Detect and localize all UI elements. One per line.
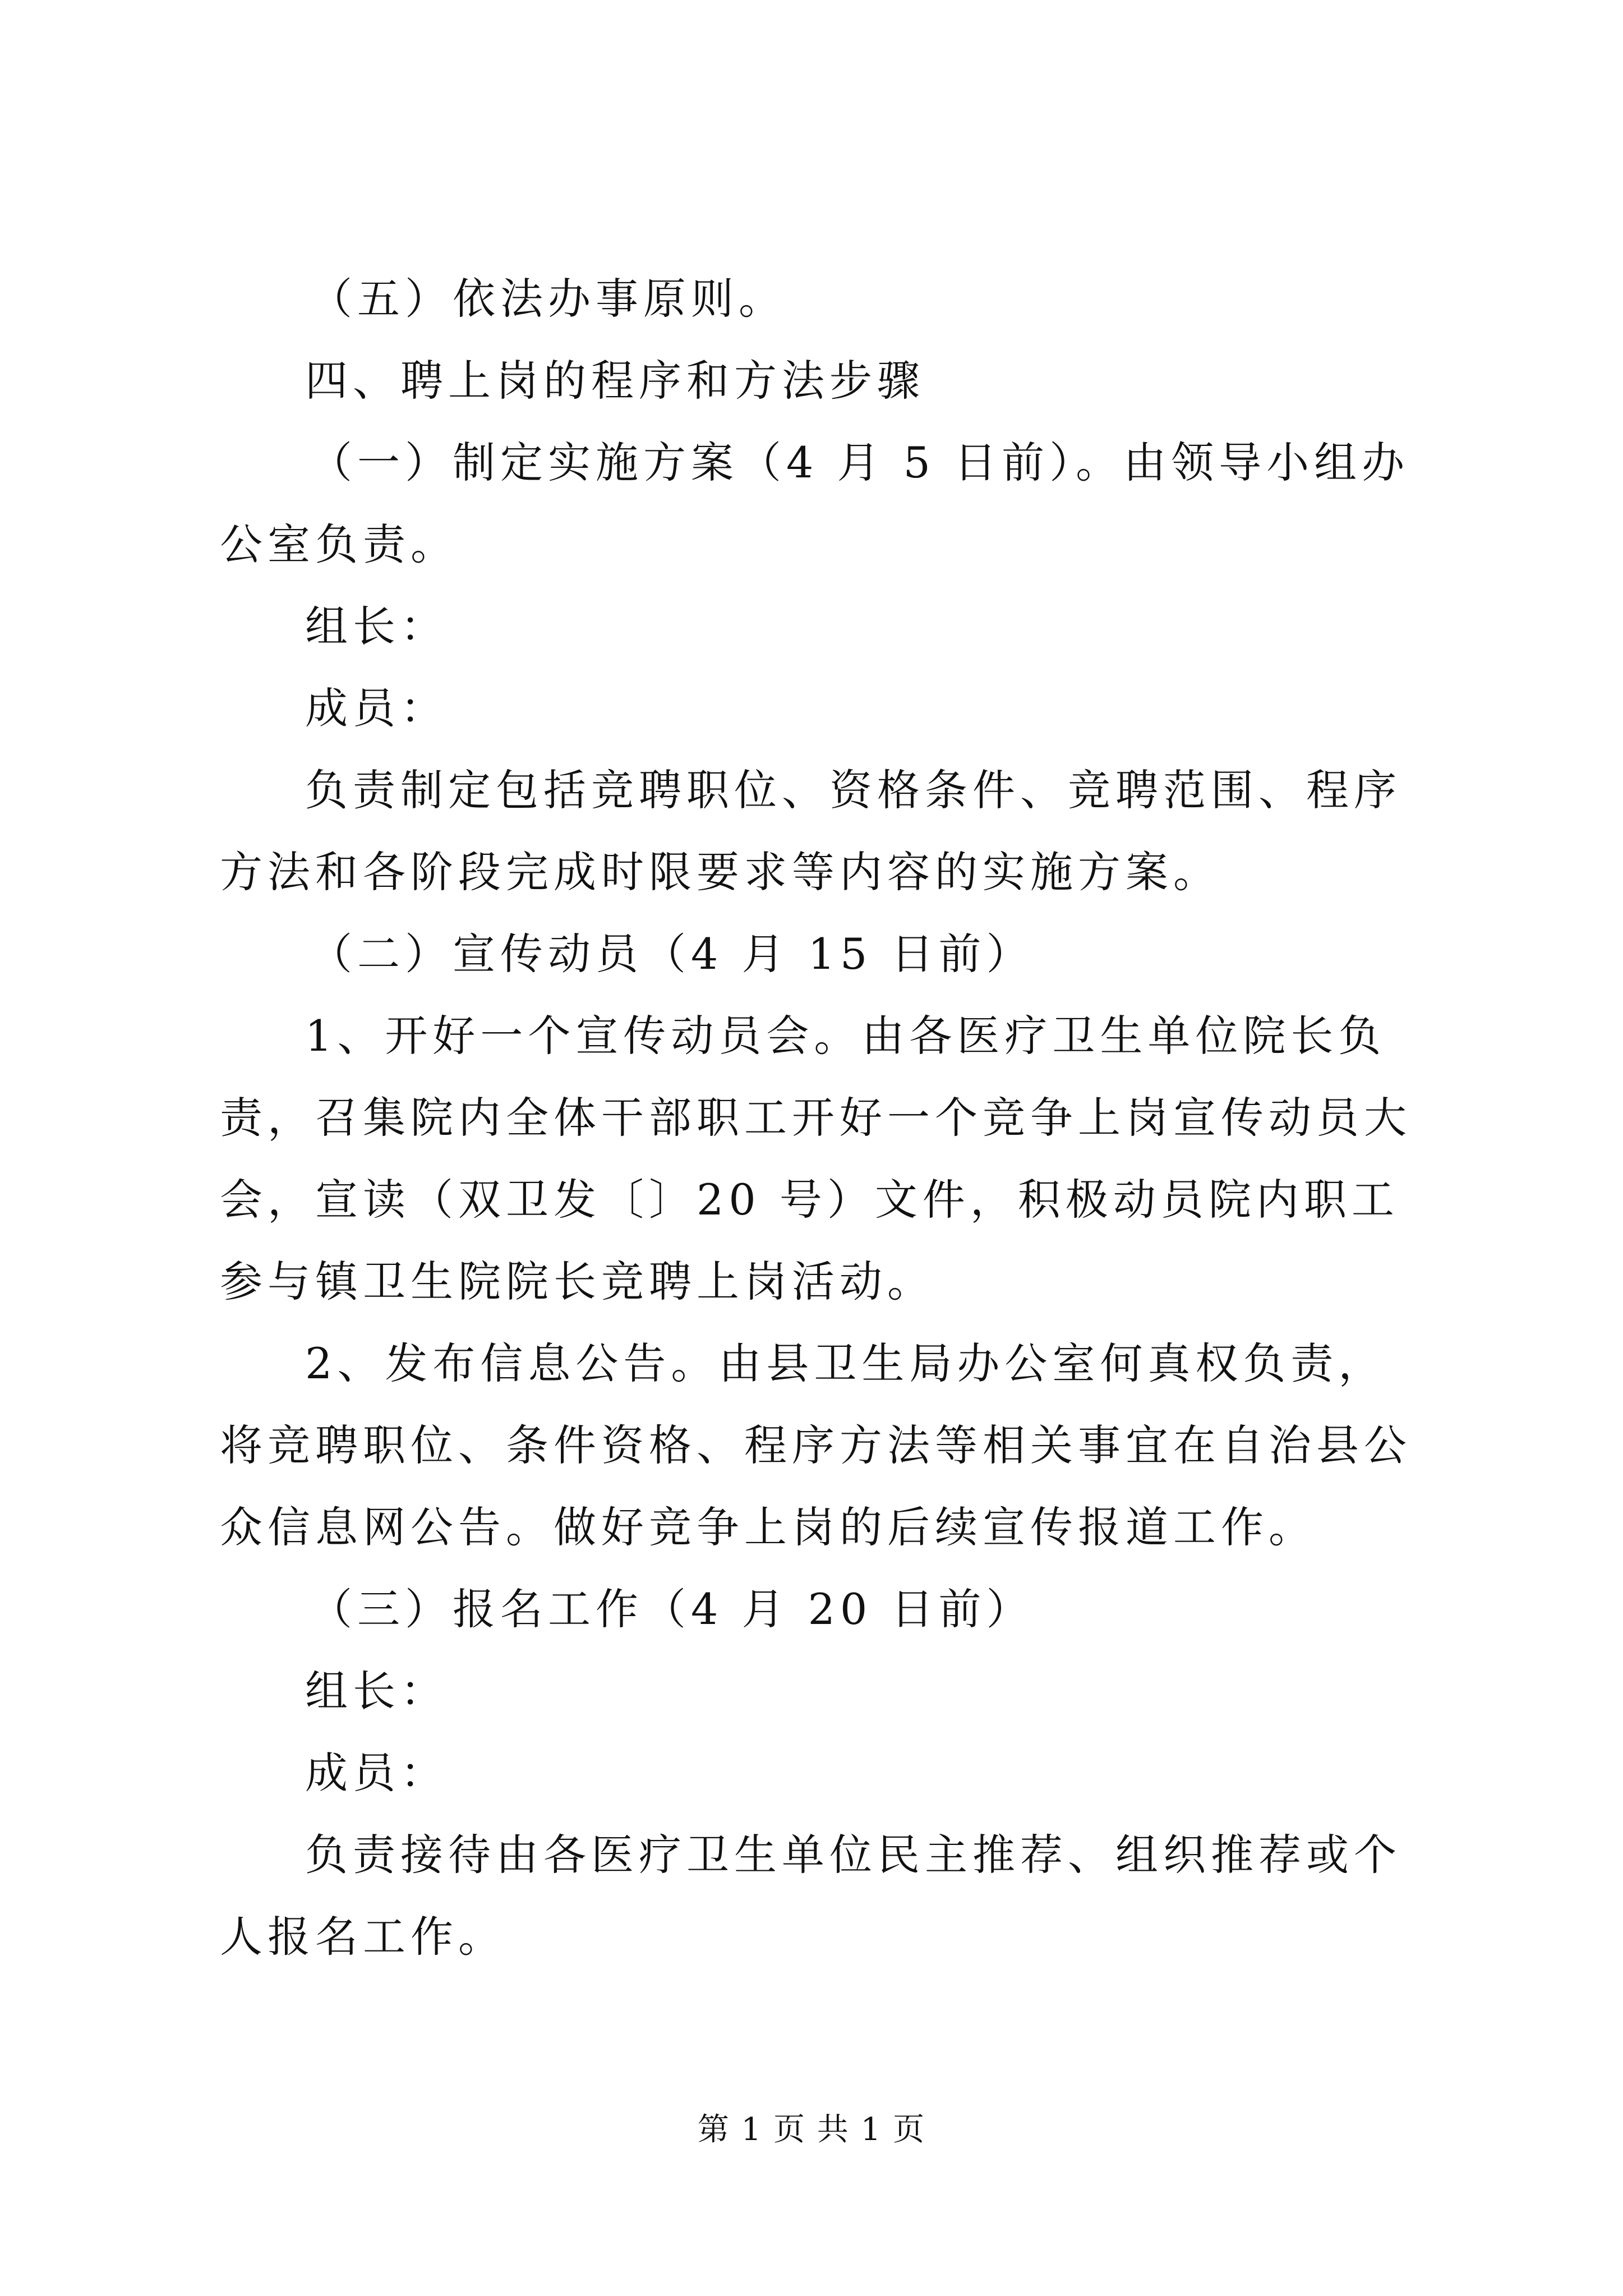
step-3-members-label: 成员：	[305, 1748, 448, 1798]
step-3-duty-paragraph: 负责接待由各医疗卫生单位民主推荐、组织推荐或个人报名工作。	[220, 1830, 1401, 1962]
step-2-item-1-paragraph: 1、开好一个宣传动员会。由各医疗卫生单位院长负责，召集院内全体干部职工开好一个竞争上岗宣传动员大会，宣读（双卫发〔〕20 号）文件，积极动员院内职工参与镇卫生院院长竞聘上岗活动。	[220, 1011, 1412, 1306]
step-1-duty-paragraph: 负责制定包括竞聘职位、资格条件、竞聘范围、程序方法和各阶段完成时限要求等内容的实施方案。	[220, 765, 1401, 897]
section-4-heading: 四、聘上岗的程序和方法步骤	[305, 356, 925, 406]
step-2-heading: （二）宣传动员（4 月 15 日前）	[310, 929, 1034, 979]
step-1-members-label: 成员：	[305, 683, 448, 733]
step-3-heading: （三）报名工作（4 月 20 日前）	[310, 1584, 1034, 1634]
step-1-heading: （一）制定实施方案（4 月 5 日前）。由领导小组办公室负责。	[220, 438, 1410, 569]
step-2-item-2-paragraph: 2、发布信息公告。由县卫生局办公室何真权负责，将竞聘职位、条件资格、程序方法等相关事宜在自治县公众信息网公告。做好竞争上岗的后续宣传报道工作。	[220, 1338, 1412, 1552]
page-number-footer: 第 1 页 共 1 页	[697, 2111, 926, 2148]
step-3-leader-label: 组长：	[305, 1666, 448, 1716]
step-1-leader-label: 组长：	[305, 601, 448, 651]
document-body	[220, 258, 1426, 1978]
principle-5-paragraph: （五）依法办事原则。	[310, 274, 786, 324]
